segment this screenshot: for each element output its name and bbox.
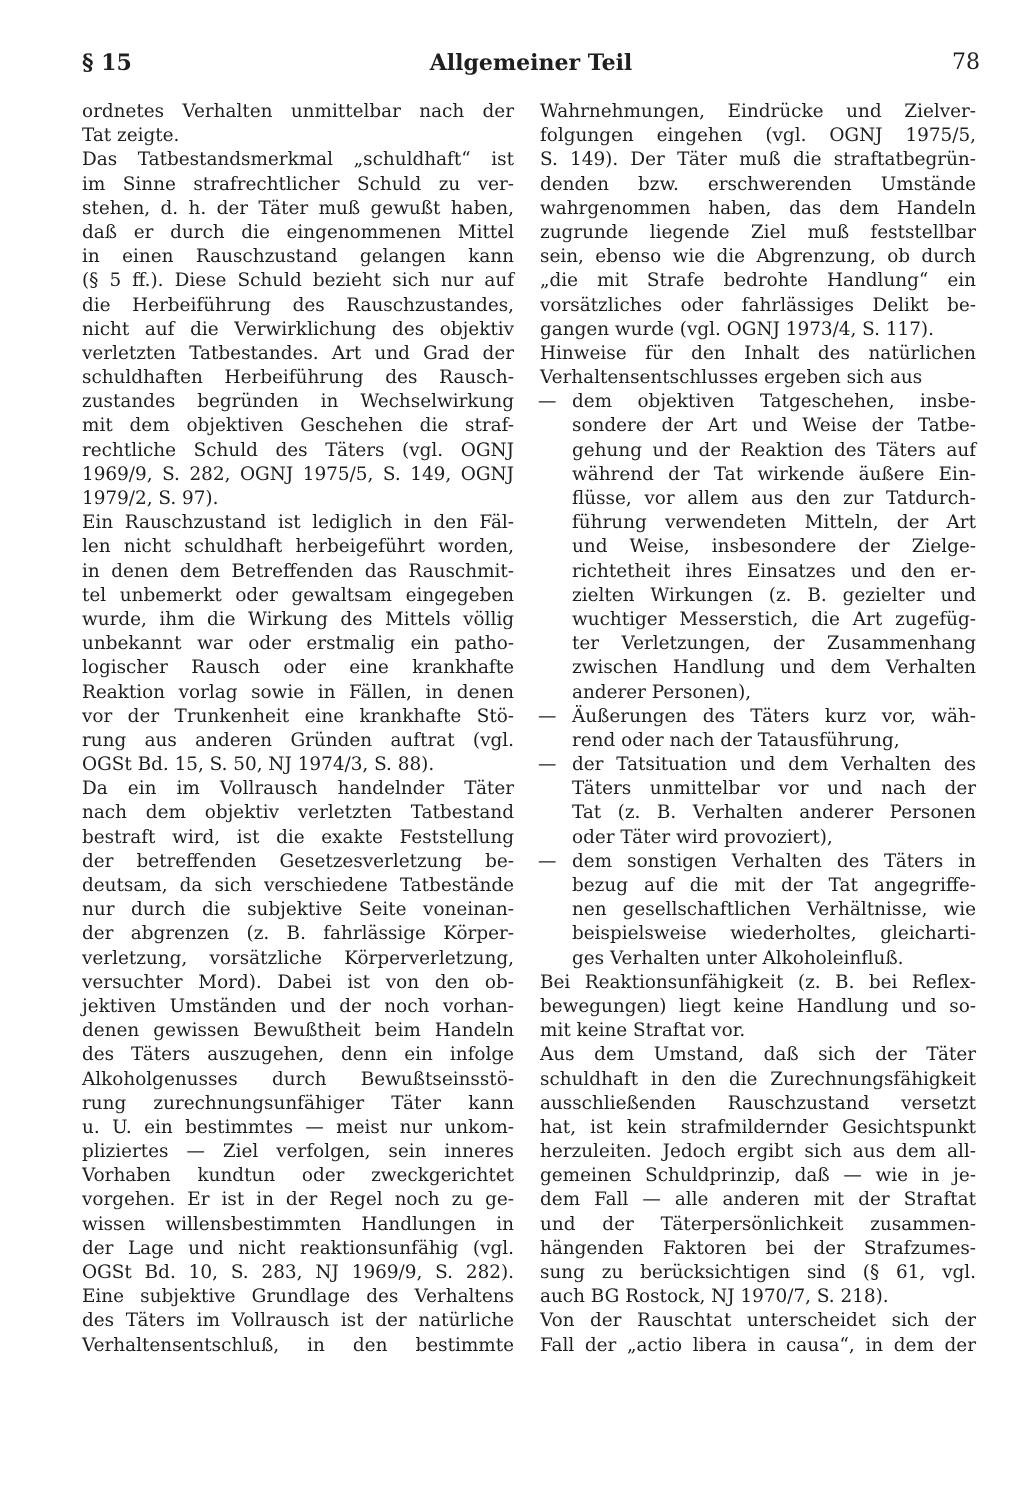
text-line [540, 656, 976, 680]
line-text: deutsam, da sich verschiedene Tatbestände [82, 875, 514, 896]
line-text: ordnetes Verhalten unmittelbar nach der [82, 101, 514, 122]
text-line [82, 148, 514, 172]
text-line [540, 1285, 976, 1309]
text-line [540, 148, 976, 172]
text-line [540, 1188, 976, 1212]
page-number: 78 [952, 50, 980, 75]
text-line [540, 584, 976, 608]
text-line [540, 173, 976, 197]
line-text: verletzung, vorsätzliche Körperverletzung, [82, 947, 514, 969]
line-text: bewegungen) liegt keine Handlung und so- [540, 995, 976, 1017]
text-line [540, 439, 976, 463]
text-line [82, 801, 514, 825]
text-line [82, 1213, 514, 1237]
line-text: mit keine Straftat vor. [540, 1020, 746, 1042]
text-line [82, 535, 514, 559]
text-line [540, 922, 976, 946]
text-line [82, 1309, 514, 1333]
text-line [82, 390, 514, 414]
text-line [82, 995, 514, 1019]
line-text: Tat zeigte. [82, 125, 180, 147]
line-text: bezug auf die mit der Tat angegriffe- [572, 875, 976, 896]
line-text: (§ 5 ff.). Diese Schuld bezieht sich nur auf [82, 270, 514, 292]
text-line [82, 584, 514, 608]
text-line [82, 705, 514, 729]
line-text: denden bzw. erschwerenden Umstände [540, 173, 976, 195]
text-line [82, 269, 514, 293]
text-line [540, 1092, 976, 1116]
line-text: Da ein im Vollrausch handelnder Täter [82, 778, 514, 800]
text-line [540, 366, 976, 390]
line-text: im Sinne strafrechtlicher Schuld zu ver- [82, 173, 514, 195]
text-line [540, 947, 976, 971]
line-text: rung aus anderen Gründen auftrat (vgl. [82, 729, 514, 751]
list-dash: — [538, 850, 557, 872]
line-text: S. 149). Der Täter muß die straftatbegrün- [540, 149, 976, 171]
header-title: Allgemeiner Teil [429, 50, 633, 76]
line-text: richtetheit ihres Einsatzes und den er- [572, 560, 976, 582]
text-line [540, 1237, 976, 1261]
line-text: sein, ebenso wie die Abgrenzung, ob durch [540, 246, 976, 268]
text-line [82, 318, 514, 342]
line-text: hat, ist kein strafmildernder Gesichtspunkt [540, 1116, 976, 1138]
text-line [82, 439, 514, 463]
line-text: zwischen Handlung und dem Verhalten [572, 657, 976, 679]
text-line [540, 874, 976, 898]
line-text: OGSt Bd. 15, S. 50, NJ 1974/3, S. 88). [82, 754, 435, 776]
line-text: tel unbemerkt oder gewaltsam eingegeben [82, 584, 514, 606]
line-text: und der Täterpersönlichkeit zusammen- [540, 1213, 976, 1235]
text-line [540, 294, 976, 318]
line-text: des Täters auszugehen, denn ein infolge [82, 1044, 514, 1066]
line-text: anderer Personen), [572, 681, 752, 703]
text-line [82, 1068, 514, 1092]
text-line [82, 1140, 514, 1164]
line-text: verletzten Tatbestandes. Art und Grad der [82, 342, 514, 364]
line-text: dem Fall — alle anderen mit der Straftat [540, 1189, 976, 1211]
line-text: „die mit Strafe bedrohte Handlung“ ein [540, 270, 976, 292]
line-text: Verhaltensentschluß, in den bestimmte [82, 1334, 514, 1356]
line-text: während der Tat wirkende äußere Ein- [572, 463, 976, 485]
section-number: § 15 [82, 50, 132, 76]
text-line [82, 898, 514, 922]
text-line [540, 1309, 976, 1333]
line-text: führung verwendeten Mitteln, der Art [572, 512, 976, 534]
line-text: der abgrenzen (z. B. fahrlässige Körper- [82, 923, 514, 945]
text-line [540, 826, 976, 850]
text-line [540, 342, 976, 366]
line-text: Verhaltensentschlusses ergeben sich aus [540, 367, 923, 389]
text-line [82, 294, 514, 318]
text-line [540, 269, 976, 293]
text-line [540, 1334, 976, 1358]
text-line [540, 608, 976, 632]
text-line [540, 535, 976, 559]
line-text: u. U. ein bestimmtes — meist nur unkom- [82, 1116, 514, 1138]
text-line [540, 414, 976, 438]
line-text: der Lage und nicht reaktionsunfähig (vgl. [82, 1237, 514, 1259]
line-text: Reaktion vorlag sowie in Fällen, in denen [82, 681, 514, 703]
text-line [540, 1043, 976, 1067]
text-line [82, 1092, 514, 1116]
line-text: Fall der „actio libera in causa“, in dem der [540, 1334, 976, 1356]
line-text: Äußerungen des Täters kurz vor, wäh- [572, 705, 976, 727]
line-text: wahrgenommen haben, das dem Handeln [540, 197, 976, 219]
text-line [82, 414, 514, 438]
text-line [540, 487, 976, 511]
line-text: auch BG Rostock, NJ 1970/7, S. 218). [540, 1286, 889, 1308]
text-line [82, 560, 514, 584]
text-line [82, 124, 514, 148]
text-line [82, 1043, 514, 1067]
text-line [82, 487, 514, 511]
text-line [540, 995, 976, 1019]
text-line [82, 777, 514, 801]
text-line [82, 1188, 514, 1212]
left-column [82, 100, 514, 1358]
text-line [82, 608, 514, 632]
line-text: nen gesellschaftlichen Verhältnisse, wie [572, 899, 976, 921]
line-text: vorgehen. Er ist in der Regel noch zu ge- [82, 1189, 514, 1211]
line-text: Wahrnehmungen, Eindrücke und Zielver- [540, 101, 976, 122]
line-text: rend oder nach der Tatausführung, [572, 729, 900, 751]
line-text: und Weise, insbesondere der Zielge- [572, 536, 976, 558]
text-line [540, 632, 976, 656]
line-text: zielten Wirkungen (z. B. gezielter und [572, 584, 976, 606]
line-text: oder Täter wird provoziert), [572, 826, 833, 848]
text-line [540, 124, 976, 148]
text-line [82, 947, 514, 971]
line-text: denen gewissen Bewußtheit beim Handeln [82, 1020, 514, 1042]
line-text: die Herbeiführung des Rauschzustandes, [82, 294, 514, 316]
text-line [540, 681, 976, 705]
line-text: gemeinen Schuldprinzip, daß — wie in je- [540, 1165, 976, 1187]
text-line [540, 560, 976, 584]
line-text: beispielsweise wiederholtes, gleicharti- [572, 923, 976, 945]
text-line [540, 971, 976, 995]
text-line [82, 850, 514, 874]
line-text: folgungen eingehen (vgl. OGNJ 1975/5, [540, 125, 976, 147]
line-text: ausschließenden Rauschzustand versetzt [540, 1092, 976, 1114]
running-header [82, 50, 980, 86]
line-text: unbekannt war oder erstmalig ein patho- [82, 633, 514, 655]
text-line [540, 753, 976, 777]
right-column [540, 100, 976, 1358]
line-text: daß er durch die eingenommenen Mittel [82, 221, 514, 243]
line-text: Vorhaben kundtun oder zweckgerichtet [82, 1165, 514, 1187]
line-text: flüsse, vor allem aus den zur Tatdurch- [572, 488, 976, 509]
text-line [82, 971, 514, 995]
line-text: Ein Rauschzustand ist lediglich in den Fäl- [82, 512, 514, 534]
line-text: Von der Rauschtat unterscheidet sich der [540, 1310, 976, 1332]
text-line [82, 1334, 514, 1358]
line-text: jektiven Umständen und der noch vorhan- [82, 995, 514, 1017]
text-line [82, 1237, 514, 1261]
line-text: des Täters im Vollrausch ist der natürliche [82, 1310, 514, 1332]
line-text: rechtliche Schuld des Täters (vgl. OGNJ [82, 439, 514, 461]
line-text: sung zu berücksichtigen sind (§ 61, vgl. [540, 1262, 976, 1283]
text-line [540, 245, 976, 269]
line-text: in denen dem Betreffenden das Rauschmit- [82, 560, 514, 582]
text-line [540, 1116, 976, 1140]
text-line [540, 777, 976, 801]
line-text: Das Tatbestandsmerkmal „schuldhaft“ ist [82, 149, 514, 171]
line-text: rung zurechnungsunfähiger Täter kann [82, 1092, 514, 1114]
line-text: Täters unmittelbar vor und nach der [572, 778, 976, 800]
line-text: gehung und der Reaktion des Täters auf [572, 439, 976, 461]
line-text: herzuleiten. Jedoch ergibt sich aus dem all- [540, 1141, 976, 1163]
text-line [82, 922, 514, 946]
text-line [540, 318, 976, 342]
line-text: ges Verhalten unter Alkoholeinfluß. [572, 947, 904, 969]
text-line [540, 1140, 976, 1164]
text-line [82, 753, 514, 777]
line-text: wurde, ihm die Wirkung des Mittels völlig [82, 608, 514, 630]
text-line [82, 221, 514, 245]
line-text: nach dem objektiv verletzten Tatbestand [82, 802, 514, 824]
line-text: Aus dem Umstand, daß sich der Täter [540, 1044, 976, 1066]
text-line [82, 681, 514, 705]
line-text: OGSt Bd. 10, S. 283, NJ 1969/9, S. 282). [82, 1262, 514, 1283]
text-line [82, 656, 514, 680]
text-line [540, 898, 976, 922]
line-text: der Tatsituation und dem Verhalten des [572, 754, 976, 776]
line-text: ter Verletzungen, der Zusammenhang [572, 633, 976, 655]
text-line [540, 705, 976, 729]
line-text: dem sonstigen Verhalten des Täters in [572, 850, 976, 872]
text-line [540, 511, 976, 535]
text-line [540, 1213, 976, 1237]
text-line [540, 1261, 976, 1285]
text-line [82, 1285, 514, 1309]
line-text: stehen, d. h. der Täter muß gewußt haben, [82, 197, 514, 219]
text-line [82, 245, 514, 269]
line-text: 1979/2, S. 97). [82, 488, 219, 509]
text-line [540, 1068, 976, 1092]
line-text: zustandes begründen in Wechselwirkung [82, 391, 514, 413]
text-line [82, 173, 514, 197]
text-line [82, 1164, 514, 1188]
line-text: schuldhaften Herbeiführung des Rausch- [82, 367, 514, 389]
line-text: Bei Reaktionsunfähigkeit (z. B. bei Reflex- [540, 971, 976, 993]
text-line [82, 729, 514, 753]
line-text: nicht auf die Verwirklichung des objektiv [82, 318, 514, 340]
line-text: mit dem objektiven Geschehen die straf- [82, 415, 514, 437]
line-text: 1969/9, S. 282, OGNJ 1975/5, S. 149, OGNJ [82, 463, 514, 485]
list-dash: — [538, 391, 557, 413]
text-line [82, 826, 514, 850]
text-line [540, 390, 976, 414]
line-text: zugrunde liegende Ziel muß feststellbar [540, 221, 976, 243]
text-line [82, 511, 514, 535]
text-line [540, 197, 976, 221]
line-text: pliziertes — Ziel verfolgen, sein inneres [82, 1141, 514, 1163]
text-line [82, 632, 514, 656]
text-line [540, 850, 976, 874]
line-text: wuchtiger Messerstich, die Art zugefüg- [572, 608, 976, 630]
line-text: hängenden Faktoren bei der Strafzumes- [540, 1237, 976, 1259]
line-text: len nicht schuldhaft herbeigeführt worden, [82, 536, 514, 558]
line-text: vor der Trunkenheit eine krankhafte Stö- [82, 705, 514, 727]
text-line [82, 1019, 514, 1043]
text-line [82, 1116, 514, 1140]
line-text: Tat (z. B. Verhalten anderer Personen [572, 802, 976, 824]
list-dash: — [538, 754, 557, 776]
line-text: Eine subjektive Grundlage des Verhaltens [82, 1286, 514, 1308]
text-line [540, 801, 976, 825]
line-text: nur durch die subjektive Seite voneinan- [82, 899, 514, 921]
text-line [82, 366, 514, 390]
text-line [540, 100, 976, 124]
text-line [82, 197, 514, 221]
line-text: sondere der Art und Weise der Tatbe- [572, 415, 976, 437]
line-text: wissen willensbestimmten Handlungen in [82, 1213, 514, 1235]
line-text: Hinweise für den Inhalt des natürlichen [540, 342, 976, 364]
line-text: versuchter Mord). Dabei ist von den ob- [82, 971, 514, 993]
line-text: logischer Rausch oder eine krankhafte [82, 657, 514, 679]
text-line [82, 1261, 514, 1285]
line-text: bestraft wird, ist die exakte Feststellung [82, 826, 514, 848]
text-line [540, 729, 976, 753]
line-text: Alkoholgenusses durch Bewußtseinsstö- [82, 1068, 514, 1090]
line-text: in einen Rauschzustand gelangen kann [82, 246, 514, 268]
line-text: schuldhaft in den die Zurechnungsfähigkeit [540, 1068, 976, 1090]
text-line [540, 1019, 976, 1043]
text-line [540, 221, 976, 245]
list-dash: — [538, 705, 557, 727]
line-text: gangen wurde (vgl. OGNJ 1973/4, S. 117). [540, 318, 934, 340]
text-line [82, 463, 514, 487]
line-text: vorsätzliches oder fahrlässiges Delikt be- [540, 294, 976, 316]
text-line [82, 342, 514, 366]
line-text: der betreffenden Gesetzesverletzung be- [82, 850, 514, 872]
text-line [82, 100, 514, 124]
text-line [540, 1164, 976, 1188]
line-text: dem objektiven Tatgeschehen, insbe- [572, 391, 976, 413]
text-line [82, 874, 514, 898]
text-line [540, 463, 976, 487]
